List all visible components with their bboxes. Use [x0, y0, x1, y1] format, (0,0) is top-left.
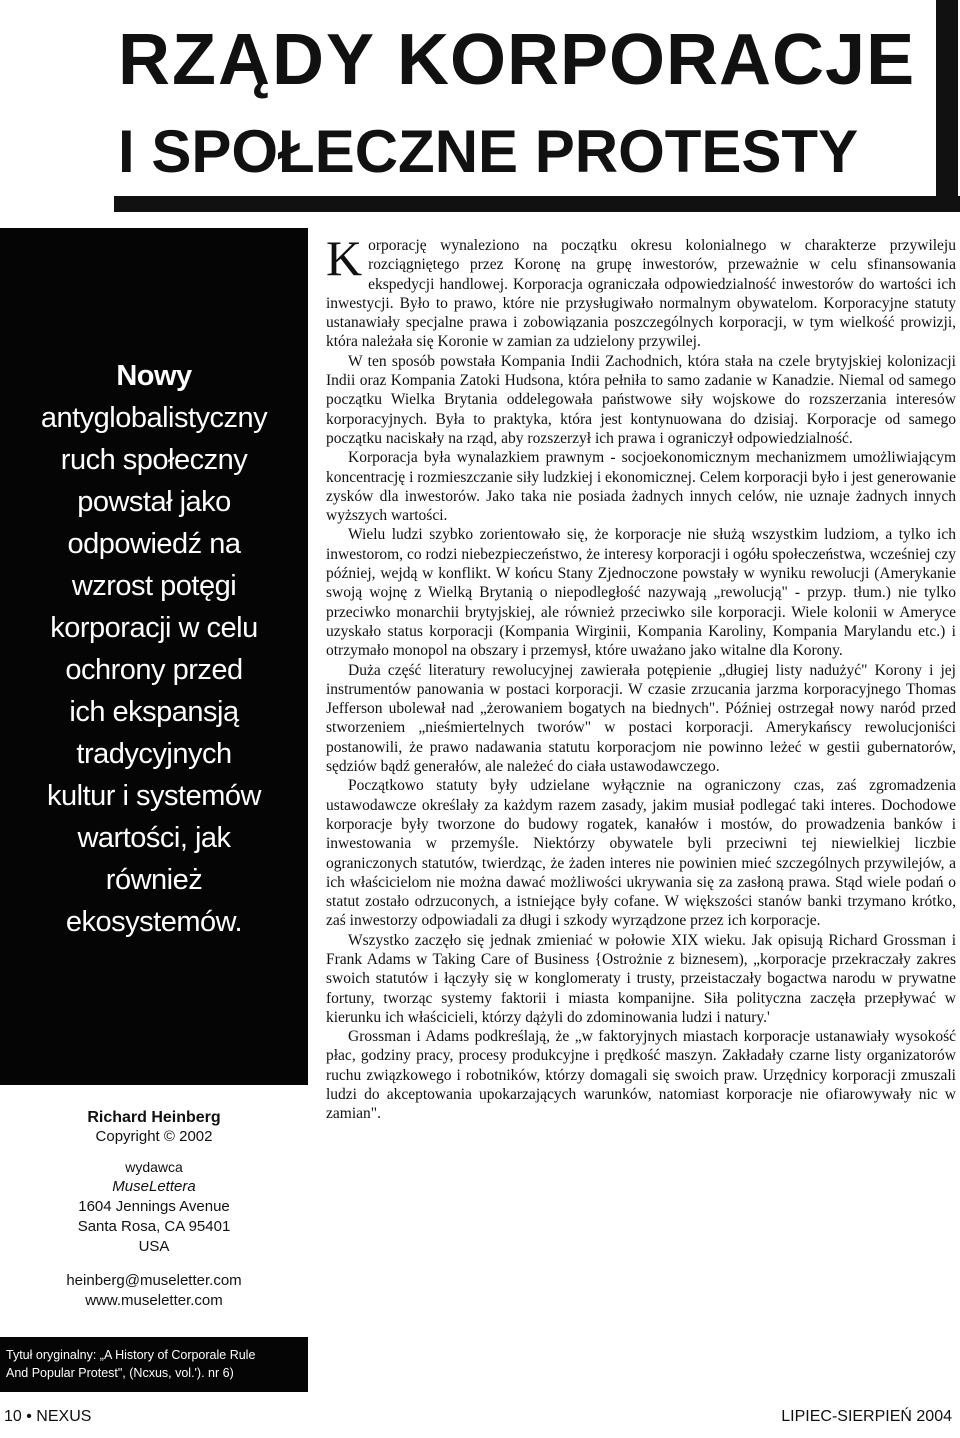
pull-quote [0, 355, 308, 943]
title-word-2: KORPORACJE [397, 20, 916, 100]
pull-quote-line: antyglobalistyczny [40, 402, 268, 434]
footer-issue-date: LIPIEC-SIERPIEŃ 2004 [781, 1408, 952, 1425]
pull-quote-line: ich ekspansją [69, 696, 239, 728]
pull-quote-line: wzrost potęgi [71, 570, 237, 602]
title-line-1 [118, 20, 915, 100]
article-paragraph: Początkowo statuty były udzielane wyłącznie na ograniczony czas, zaś zgromadzenia ustawodawcze określały za każdym razem zasady, jakim musiał podlegać taki interes. Dochodowe korporacje były tworzone do budowy rogatek, kanałów i mostów, do prowadzenia banków i inwestowania w przemyśle. Niektórzy obywatele byli przeciwni tej niewielkiej liczbie ograniczonych statutów, twierdząc, że żaden interes nie powinien mieć szczególnych przywilejów, a ich właścicielom nie można dawać możliwości ukrywania się za zasłoną prawa. Stąd wiele podań o statut zostało odrzuconych, a istniejące były cofane. W większości stanów banki trzymano krótko, zaś inwestorzy odpowiadali za długi i szkody wyrządzone przez ich korporacje. [326, 777, 956, 930]
title-line-2: I SPOŁECZNE PROTESTY [118, 118, 859, 185]
page-footer [0, 1404, 960, 1432]
pull-quote-line: ekosystemów. [65, 906, 243, 938]
article-paragraph: W ten sposób powstała Kompania Indii Zachodnich, która stała na czele brytyjskiej kolonizacji Indii oraz Kompania Zatoki Hudsona, która pełniła to samo zadanie w Kanadzie. Niemal od samego początku Wielka Brytania oddelegowała państwowe siły wojskowe do rozszerzania interesów korporacyjnych. Była to praktyka, która jest kontynuowana do dzisiaj. Korporacje od samego początku naciskały na rząd, aby rozszerzył ich prawa i ograniczył odpowiedzialność. [326, 352, 956, 447]
article-paragraph: Wszystko zaczęło się jednak zmieniać w połowie XIX wieku. Jak opisują Richard Grossman i Frank Adams w Taking Care of Business {Ostrożnie z biznesem), „korporacje przekraczały zakres swoich statutów i łączyły się w konglomeraty i trusty, przeistaczały bogactwa narodu w prywatne fortuny, tworząc systemy faktorii i miasta kompanijne. Siła polityczna zaczęła przepływać w kierunku ich właścicieli, którzy dążyli do zdominowania ludzi i natury.' [326, 931, 956, 1026]
article-paragraph: Korporacja była wynalazkiem prawnym - socjoekonomicznym mechanizmem umożliwiającym koncentrację i rozmieszczanie siły ludzkiej i ekonomicznej. Celem korporacji było i jest generowanie zysków dla inwestorów. Jako taka nie posiada żadnych innych celów, nie uznaje żadnych innych wyższych wartości. [326, 449, 956, 525]
pull-quote-line: powstał jako [77, 486, 231, 518]
website-link[interactable]: www.museletter.com [85, 1292, 223, 1309]
publisher-label: wydawca [125, 1159, 183, 1175]
article-paragraph: Duża część literatury rewolucyjnej zawierała potępienie „długiej listy nadużyć" Korony i jej instrumentów panowania w postaci korporacji. W czasie zrzucania jarzma korporacyjnego Thomas Jefferson ubolewał nad „żerowaniem bogatych na biednych". Później ostrzegał nowy naród przed stworzeniem „nieśmiertelnych tworów" w postaci korporacji. Amerykańscy rewolucjoniści postanowili, że prawo nadawania statutu korporacjom nie powinno leżeć w gestii gubernatorów, sędziów bądź generałów, ale należeć do ciała ustawodawczego. [326, 661, 956, 776]
address-line-1: 1604 Jennings Avenue [78, 1198, 230, 1215]
article-paragraph: Wielu ludzi szybko zorientowało się, że korporacje nie służą wszystkim ludziom, a tylko ich inwestorom, co rodzi niebezpieczeństwo, że interesy korporacji i ogółu społeczeństwa, wcześniej czy później, wejdą w konflikt. W końcu Stany Zjednoczone powstały w wyniku rewolucji (Amerykanie swoją wojnę z Wielką Brytanią o niepodległość nazywają „rewolucją" - przyp. tłum.) nie tylko przeciwko monarchii brytyjskiej, ale również przeciwko sile korporacji. Wiele kolonii w Ameryce uzyskało status korporacji (Kompania Wirginii, Kompania Karoliny, Kompania Marylandu etc.) i otrzymało monopol na obszary i przemysł, które uważano jako witalne dla Korony. [326, 526, 956, 660]
pull-quote-line: Nowy [116, 360, 192, 392]
article-body [326, 230, 956, 1124]
footer-page-number: 10 • NEXUS [4, 1408, 92, 1425]
pull-quote-line: również [105, 864, 203, 896]
article-paragraph: Grossman i Adams podkreślają, że „w faktoryjnych miastach korporacje ustanawiały wysokość płac, godziny pracy, procesy produkcyjne i prędkość maszyn. Zakładały czarne listy organizatorów ruchu związkowego i robotników, którzy domagali się swoich praw. Urzędnicy korporacji zmuszali ludzi do akceptowania upokarzających warunków, natomiast korporacje nie ofiarowywały nic w zamian". [326, 1028, 956, 1123]
author-name: Richard Heinberg [87, 1109, 221, 1126]
header-border-right [936, 0, 958, 212]
title-word-1: RZĄDY [118, 20, 376, 100]
address-line-2: Santa Rosa, CA 95401 [77, 1218, 231, 1235]
article-paragraph: Korporację wynaleziono na początku okresu kolonialnego w charakterze przywileju rozciągniętego przez Koronę na grupę inwestorów, przeważnie w celu sfinansowania ekspedycji handlowej. Korporacja ograniczała odpowiedzialność inwestorów do wartości ich inwestycji. Było to prawo, które nie przysługiwało normalnym obywatelom. Korporacyjne statuty ustanawiały specjalne prawa i zobowiązania poszczególnych korporacji, w tym wielkość prowizji, która należała się Koronie w zamian za udzielony przywilej. [326, 230, 956, 351]
pull-quote-line: ochrony przed [65, 654, 243, 686]
country: USA [138, 1238, 170, 1255]
copyright: Copyright © 2002 [95, 1128, 213, 1145]
pull-quote-line: wartości, jak [77, 822, 231, 854]
source-line-2: And Popular Protest", (Ncxus, vol.'). nr 6) [6, 1366, 234, 1380]
publisher-name: MuseLettera [112, 1178, 196, 1195]
header-border-bottom [114, 196, 960, 212]
pull-quote-line: ruch społeczny [60, 444, 248, 476]
email-link[interactable]: heinberg@museletter.com [66, 1272, 242, 1289]
pull-quote-line: tradycyjnych [76, 738, 232, 770]
source-note [6, 1346, 306, 1382]
header [0, 0, 960, 218]
credits-box [0, 1085, 308, 1337]
pull-quote-line: korporacji w celu [50, 612, 258, 644]
pull-quote-line: odpowiedź na [67, 528, 241, 560]
source-line-1: Tytuł oryginalny: „A History of Corporale Rule [6, 1348, 256, 1362]
drop-cap: K [326, 230, 363, 286]
pull-quote-line: kultur i systemów [47, 780, 261, 812]
